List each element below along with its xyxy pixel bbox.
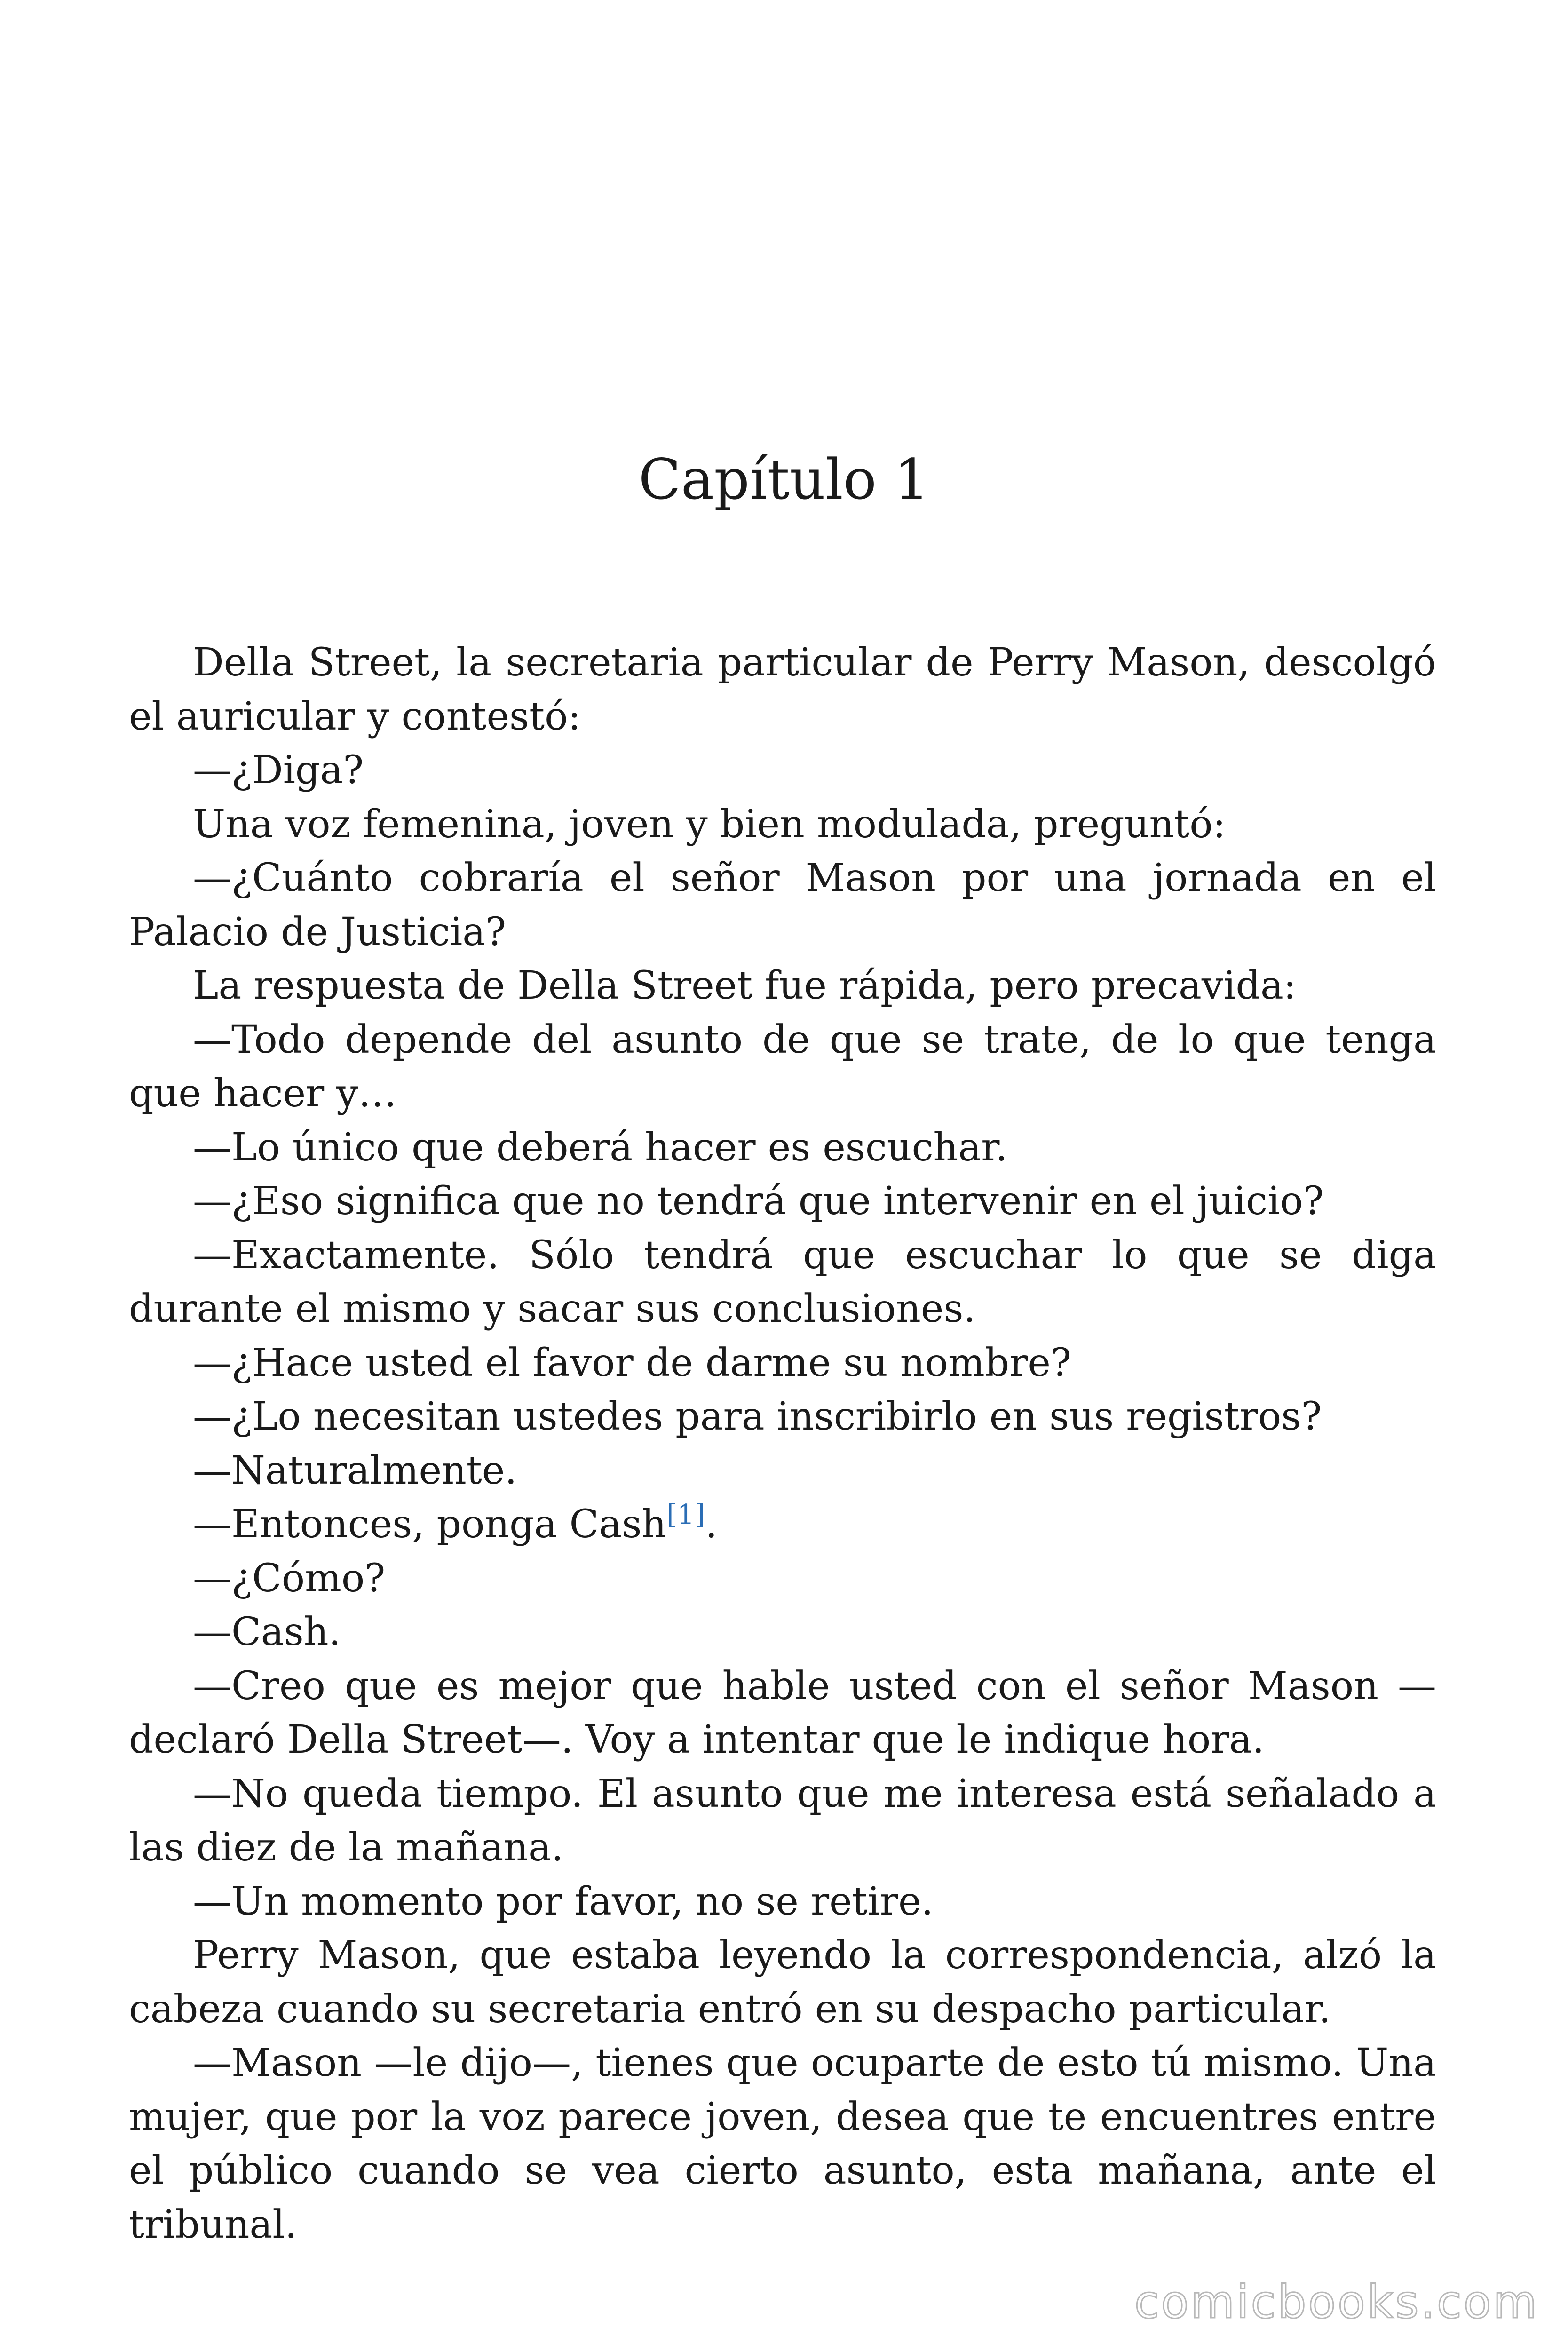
paragraph: —¿Cómo? bbox=[193, 1556, 386, 1601]
paragraph: —Todo depende del asunto de que se trate, de lo que tenga que hacer y… bbox=[129, 1017, 1436, 1116]
paragraph: —Exactamente. Sólo tendrá que escuchar lo que se diga durante el mismo y sacar sus conclusiones. bbox=[129, 1232, 1436, 1331]
paragraph: La respuesta de Della Street fue rápida, pero precavida: bbox=[193, 963, 1297, 1008]
cash-line-text: —Entonces, ponga Cash bbox=[193, 1502, 667, 1547]
paragraph: —¿Cuánto cobraría el señor Mason por una jornada en el Palacio de Justicia? bbox=[129, 856, 1436, 954]
paragraph: —Cash. bbox=[193, 1610, 341, 1654]
paragraph: —¿Eso significa que no tendrá que intervenir en el juicio? bbox=[193, 1179, 1324, 1224]
paragraph: Della Street, la secretaria particular de Perry Mason, descolgó el auricular y contestó: bbox=[129, 640, 1436, 739]
paragraph: —¿Diga? bbox=[193, 748, 364, 793]
paragraph: —Naturalmente. bbox=[193, 1448, 517, 1493]
paragraph: —Creo que es mejor que hable usted con el señor Mason —declaró Della Street—. Voy a intentar que le indique hora. bbox=[129, 1663, 1436, 1762]
paragraph: —No queda tiempo. El asunto que me interesa está señalado a las diez de la mañana. bbox=[129, 1771, 1436, 1870]
cash-line-end: . bbox=[705, 1502, 718, 1547]
chapter-title: Capítulo 1 bbox=[638, 447, 930, 512]
paragraph: —Un momento por favor, no se retire. bbox=[193, 1879, 934, 1924]
chapter-body bbox=[129, 636, 1436, 2252]
paragraph: —¿Lo necesitan ustedes para inscribirlo en sus registros? bbox=[193, 1394, 1322, 1439]
paragraph: Perry Mason, que estaba leyendo la correspondencia, alzó la cabeza cuando su secretaria entró en su despacho particular. bbox=[129, 1933, 1436, 2032]
paragraph: —Lo único que deberá hacer es escuchar. bbox=[193, 1125, 1008, 1170]
watermark: comicbooks.com bbox=[1134, 2276, 1539, 2328]
paragraph: —¿Hace usted el favor de darme su nombre? bbox=[193, 1340, 1071, 1385]
paragraph: —Mason —le dijo—, tienes que ocuparte de esto tú mismo. Una mujer, que por la voz parece joven, desea que te encuentres entre el público cuando se vea cierto asunto, esta mañana, ante el tribunal. bbox=[129, 2041, 1436, 2247]
footnote-link[interactable]: [1] bbox=[666, 1498, 705, 1531]
paragraph-cash bbox=[129, 1498, 1436, 1552]
paragraph: Una voz femenina, joven y bien modulada, preguntó: bbox=[193, 802, 1226, 847]
